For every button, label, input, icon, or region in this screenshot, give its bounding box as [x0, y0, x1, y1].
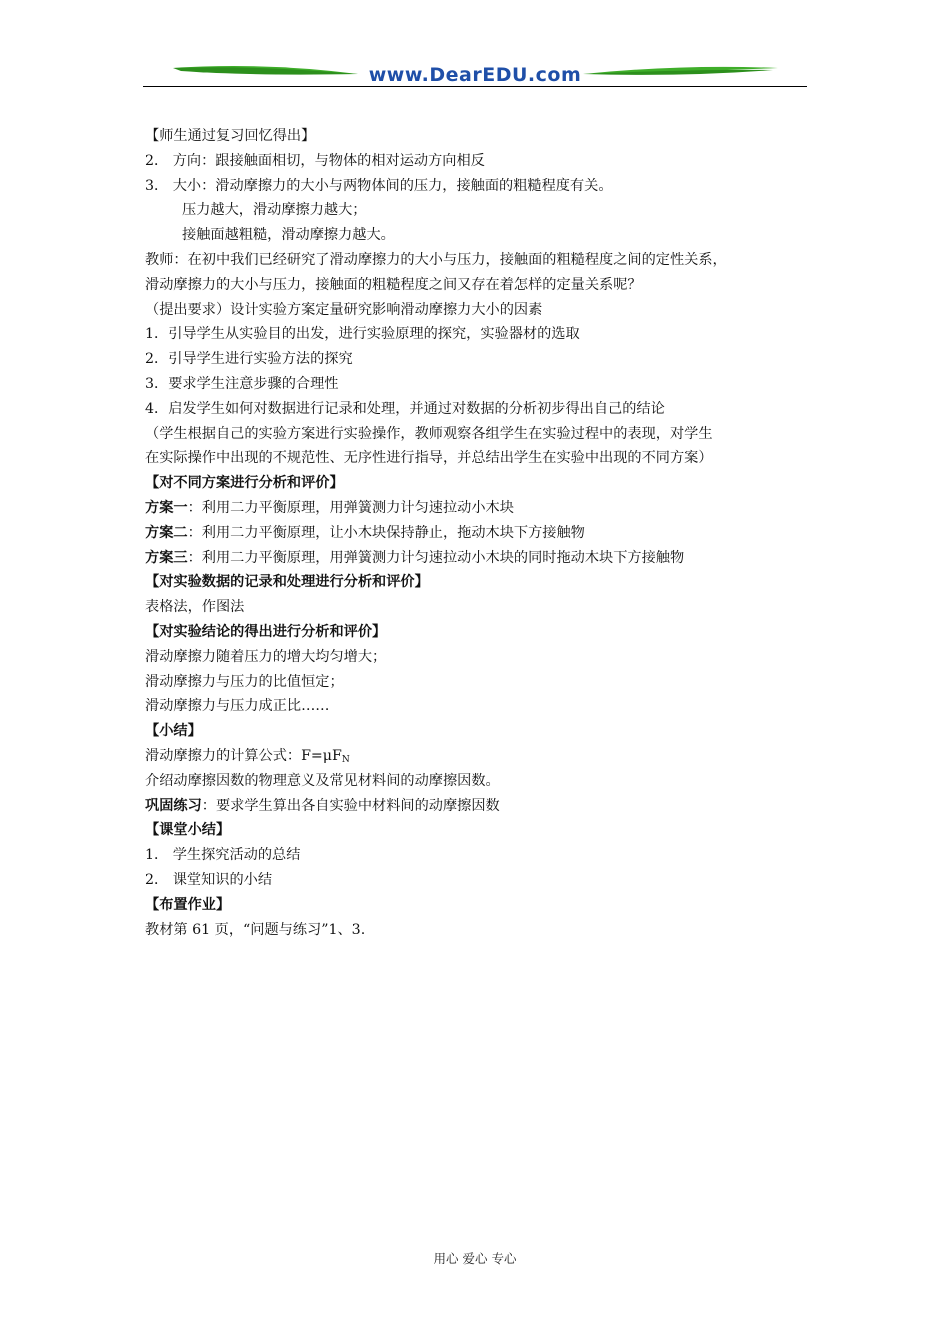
plan-item — [145, 521, 825, 546]
paragraph-line: 滑动摩擦力与压力成正比…… — [145, 698, 330, 715]
exercise-label: 巩固练习 — [145, 797, 202, 814]
plan-item — [145, 496, 825, 521]
paragraph-line: （提出要求）设计实验方案定量研究影响滑动摩擦力大小的因素 — [145, 301, 543, 318]
list-item: 2． 方向：跟接触面相切，与物体的相对运动方向相反 — [145, 152, 485, 169]
paragraph-line: （学生根据自己的实验方案进行实验操作，教师观察各组学生在实验过程中的表现，对学生 — [145, 425, 713, 442]
section-heading-data: 【对实验数据的记录和处理进行分析和评价】 — [145, 574, 429, 591]
formula-line — [145, 744, 825, 769]
exercise-text: ：要求学生算出各自实验中材料间的动摩擦因数 — [201, 797, 500, 814]
paragraph-line: 教材第 61 页，“问题与练习”1、3. — [145, 921, 366, 938]
list-item: 3． 大小：滑动摩擦力的大小与两物体间的压力，接触面的粗糙程度有关。 — [145, 177, 613, 194]
list-item: 2．引导学生进行实验方法的探究 — [145, 351, 353, 368]
list-item: 2． 课堂知识的小结 — [145, 871, 273, 888]
exercise-line — [145, 794, 825, 819]
section-heading-conclusion: 【对实验结论的得出进行分析和评价】 — [145, 623, 387, 640]
list-item: 4．启发学生如何对数据进行记录和处理，并通过对数据的分析初步得出自己的结论 — [145, 400, 665, 417]
list-item: 1．引导学生从实验目的出发，进行实验原理的探究，实验器材的选取 — [145, 326, 580, 343]
page-header — [143, 60, 807, 90]
section-heading-homework: 【布置作业】 — [145, 896, 231, 913]
paragraph-line: 介绍动摩擦因数的物理意义及常见材料间的动摩擦因数。 — [145, 772, 500, 789]
formula-subscript: N — [341, 754, 350, 765]
formula-text: 滑动摩擦力的计算公式：F=μF — [145, 747, 342, 764]
plan-text: ：利用二力平衡原理，让小木块保持静止，拖动木块下方接触物 — [187, 524, 585, 541]
paragraph-line: 滑动摩擦力随着压力的增大均匀增大； — [145, 648, 387, 665]
paragraph-line: 教师：在初中我们已经研究了滑动摩擦力的大小与压力，接触面的粗糙程度之间的定性关系， — [145, 251, 727, 268]
section-heading-plans: 【对不同方案进行分析和评价】 — [145, 475, 344, 492]
section-heading-summary: 【小结】 — [145, 723, 202, 740]
list-item: 1． 学生探究活动的总结 — [145, 847, 301, 864]
paragraph-line: 滑动摩擦力的大小与压力，接触面的粗糙程度之间又存在着怎样的定量关系呢？ — [145, 276, 642, 293]
page-footer: 用心 爱心 专心 — [433, 1251, 517, 1266]
plan-text: ：利用二力平衡原理，用弹簧测力计匀速拉动小木块的同时拖动木块下方接触物 — [187, 549, 685, 566]
plan-item — [145, 546, 825, 571]
list-item: 3．要求学生注意步骤的合理性 — [145, 375, 339, 392]
document-body — [145, 124, 825, 942]
plan-label: 方案二 — [145, 524, 188, 541]
header-rule — [143, 86, 807, 87]
plan-text: ：利用二力平衡原理，用弹簧测力计匀速拉动小木块 — [187, 499, 514, 516]
paragraph-line: 表格法，作图法 — [145, 599, 245, 616]
section-heading-review: 【师生通过复习回忆得出】 — [145, 128, 316, 144]
section-heading-class-summary: 【课堂小结】 — [145, 822, 231, 839]
paragraph-line: 滑动摩擦力与压力的比值恒定； — [145, 673, 344, 690]
paragraph-line: 在实际操作中出现的不规范性、无序性进行指导，并总结出学生在实验中出现的不同方案） — [145, 450, 713, 467]
indented-line: 压力越大，滑动摩擦力越大； — [182, 202, 367, 219]
plan-label: 方案一 — [145, 499, 188, 516]
indented-line: 接触面越粗糙，滑动摩擦力越大。 — [182, 227, 395, 244]
site-logo-text: www.DearEDU.com — [368, 64, 582, 86]
plan-label: 方案三 — [145, 549, 188, 566]
